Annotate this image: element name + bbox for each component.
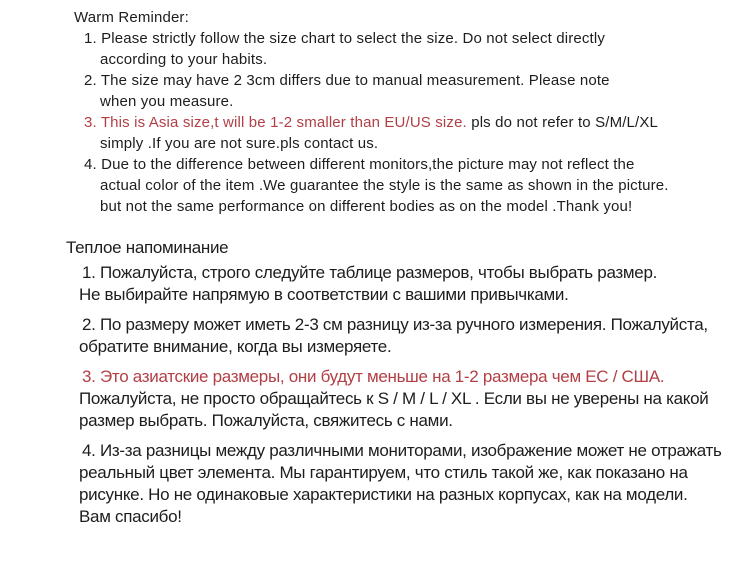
text-line [0, 366, 750, 388]
text-segment: Пожалуйста, не просто обращайтесь к S / M / L / XL . Если вы не уверены на какой [79, 389, 709, 408]
russian-warm-reminder-section [0, 237, 750, 528]
en-list-item-4 [0, 154, 750, 217]
text-line [0, 154, 750, 175]
ru-list-item-3 [0, 366, 750, 432]
russian-section-title: Теплое напоминание [66, 238, 229, 257]
text-segment: simply .If you are not sure.pls contact us. [100, 135, 379, 152]
highlighted-text-segment: 3. Это азиатские размеры, они будут меньше на 1-2 размера чем ЕС / США. [82, 367, 665, 386]
text-segment: pls do not refer to S/M/L/XL [466, 114, 659, 131]
text-line [0, 112, 750, 133]
text-segment: 1. Please strictly follow the size chart to select the size. Do not select directly [84, 30, 605, 47]
english-section-title: Warm Reminder: [74, 9, 189, 26]
text-segment: 4. Due to the difference between different monitors,the picture may not reflect the [84, 156, 635, 173]
text-line [0, 28, 750, 49]
text-segment: размер выбрать. Пожалуйста, свяжитесь с нами. [79, 411, 453, 430]
text-segment: actual color of the item .We guarantee the style is the same as shown in the picture. [100, 177, 669, 194]
text-segment: according to your habits. [100, 51, 268, 68]
text-segment: рисунке. Но не одинаковые характеристики на разных корпусах, как на модели. [79, 485, 688, 504]
ru-list-item-2 [0, 314, 750, 358]
text-line [0, 440, 750, 462]
text-line [0, 284, 750, 306]
english-items [0, 28, 750, 217]
text-segment: but not the same performance on different bodies as on the model .Thank you! [100, 198, 633, 215]
text-segment: 2. По размеру может иметь 2-3 см разницу из-за ручного измерения. Пожалуйста, [82, 315, 708, 334]
text-line [0, 462, 750, 484]
text-line [0, 506, 750, 528]
text-segment: обратите внимание, когда вы измеряете. [79, 337, 392, 356]
text-segment: Вам спасибо! [79, 507, 182, 526]
text-line [0, 91, 750, 112]
en-list-item-2 [0, 70, 750, 112]
en-list-item-3 [0, 112, 750, 154]
english-warm-reminder-section [0, 0, 750, 217]
text-line [0, 410, 750, 432]
text-segment: 1. Пожалуйста, строго следуйте таблице размеров, чтобы выбрать размер. [82, 263, 658, 282]
highlighted-text-segment: 3. This is Asia size,t will be 1-2 smaller than EU/US size. [84, 114, 467, 131]
text-line [0, 336, 750, 358]
ru-list-item-4 [0, 440, 750, 528]
text-line [0, 388, 750, 410]
text-segment: when you measure. [100, 93, 234, 110]
text-segment: 4. Из-за разницы между различными мониторами, изображение может не отражать [82, 441, 722, 460]
text-line [0, 133, 750, 154]
text-line [0, 314, 750, 336]
text-segment: Не выбирайте напрямую в соответствии с вашими привычками. [79, 285, 569, 304]
russian-items [0, 262, 750, 528]
text-segment: 2. The size may have 2 3cm differs due to manual measurement. Please note [84, 72, 610, 89]
en-list-item-1 [0, 28, 750, 70]
text-line [0, 196, 750, 217]
text-line [0, 49, 750, 70]
ru-list-item-1 [0, 262, 750, 306]
text-line [0, 175, 750, 196]
text-line [0, 262, 750, 284]
text-line [0, 70, 750, 91]
text-line [0, 484, 750, 506]
text-segment: реальный цвет элемента. Мы гарантируем, что стиль такой же, как показано на [79, 463, 688, 482]
